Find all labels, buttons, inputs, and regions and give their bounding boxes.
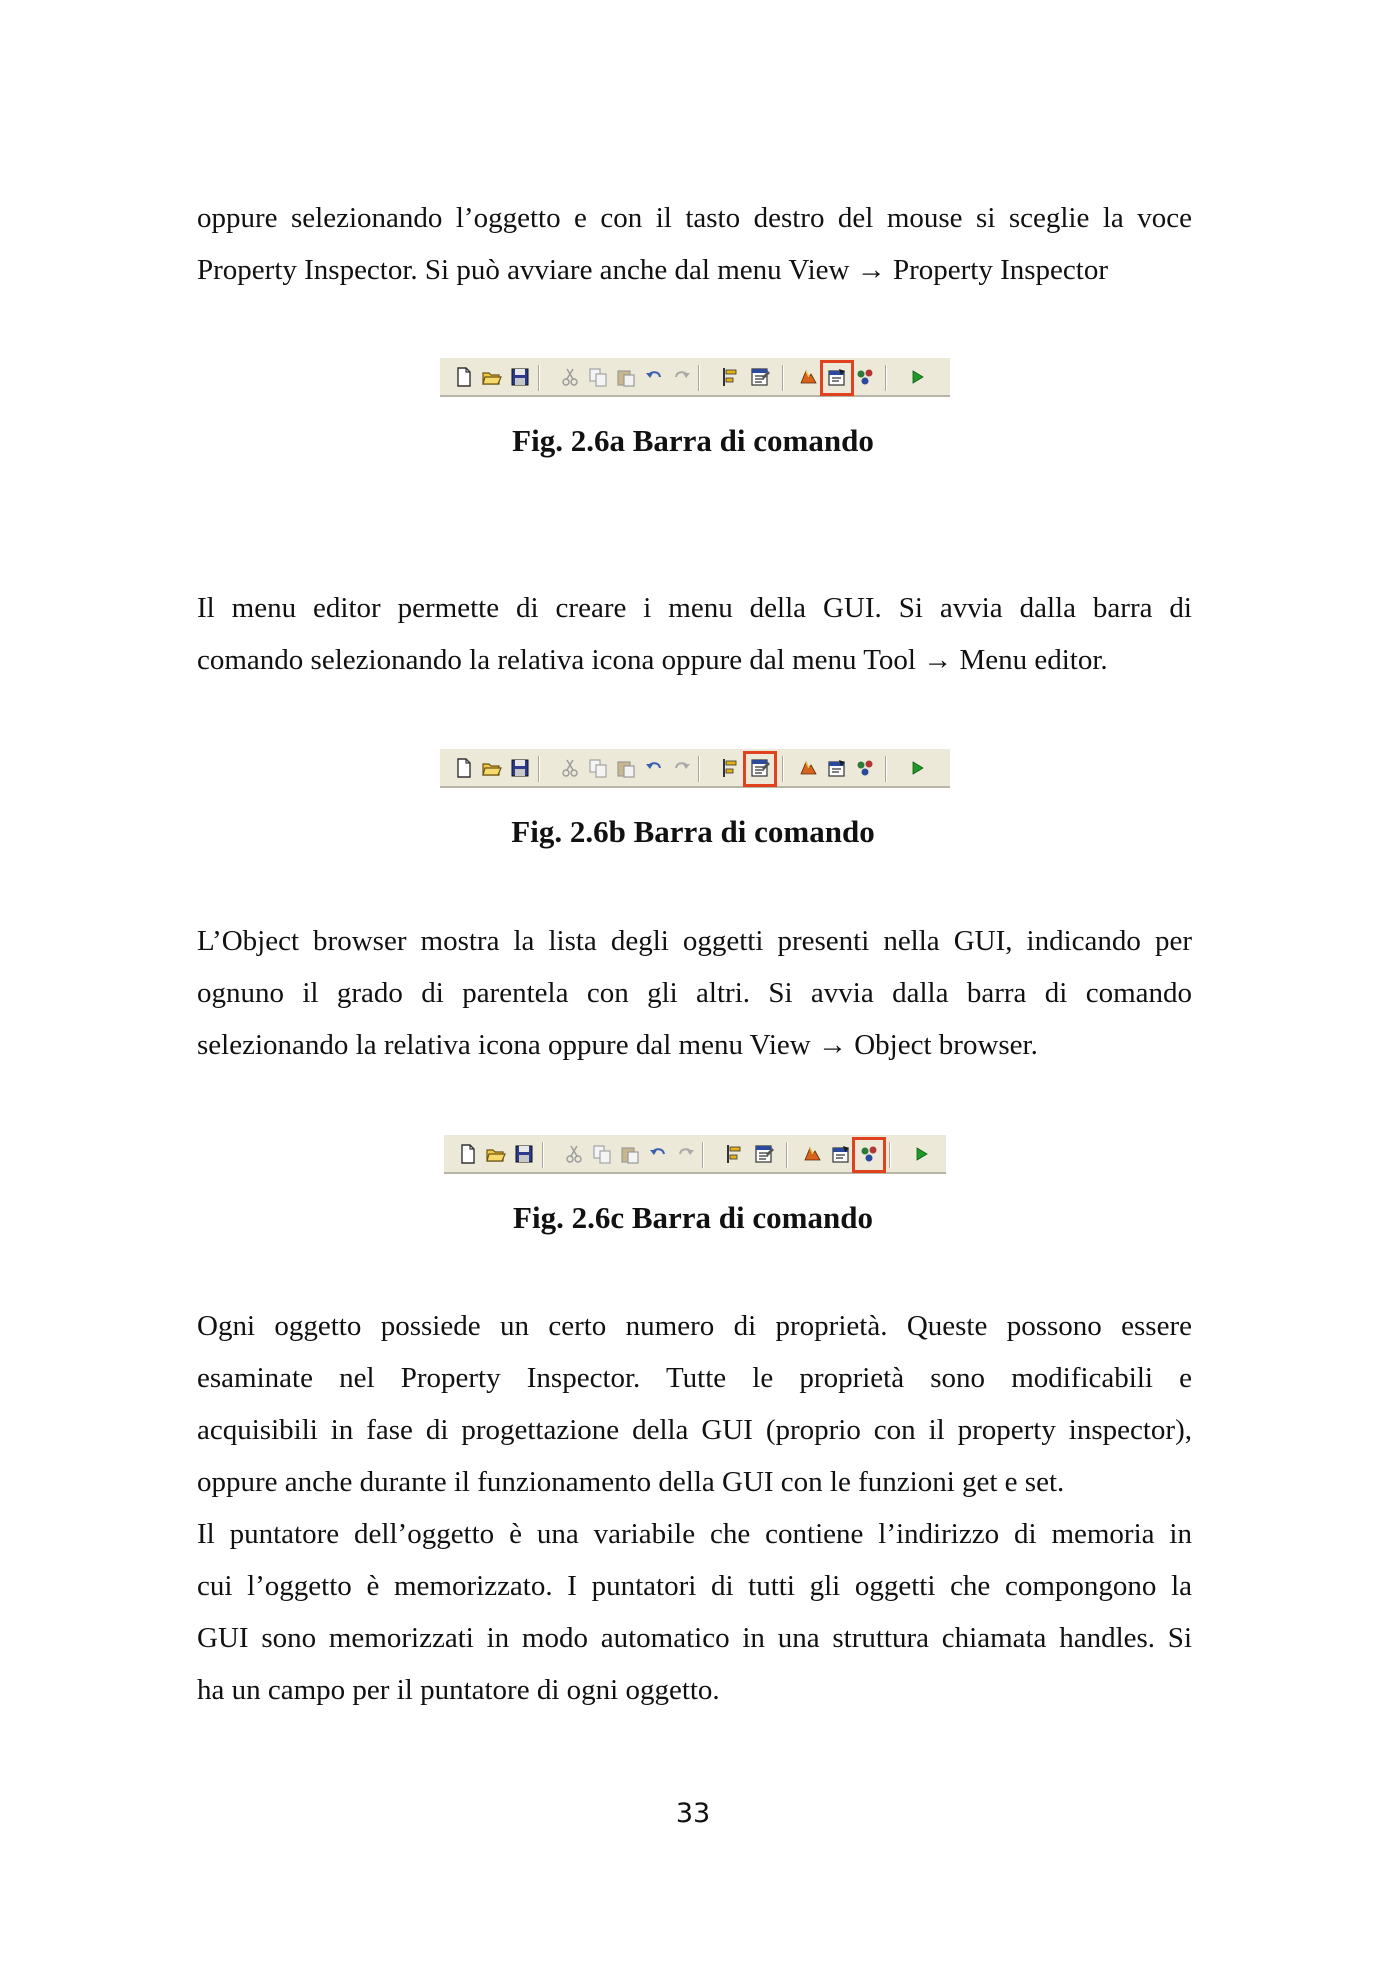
save-icon (508, 756, 532, 780)
text-line: comando selezionando la relativa icona oppure dal menu Tool → Menu editor. (197, 644, 1108, 676)
text-line: oppure selezionando l’oggetto e con il tasto destro del mouse si sceglie la voce (197, 202, 1192, 234)
text-line: selezionando la relativa icona oppure dal menu View → Object browser. (197, 1029, 1038, 1061)
redo-icon (670, 756, 694, 780)
text-line: esaminate nel Property Inspector. Tutte le proprietà sono modificabili e (197, 1362, 1192, 1394)
toolbar-separator (885, 365, 887, 391)
text-line: GUI sono memorizzati in modo automatico in una struttura chiamata handles. Si (197, 1622, 1192, 1654)
toolbar-separator (889, 1142, 891, 1168)
open-folder-icon (480, 365, 504, 389)
redo-icon (670, 365, 694, 389)
new-file-icon (456, 1142, 480, 1166)
text-line: Ogni oggetto possiede un certo numero di proprietà. Queste possono essere (197, 1310, 1192, 1342)
toolbar-separator (538, 756, 540, 782)
figure-caption-c: Fig. 2.6c Barra di comando (513, 1200, 873, 1235)
toolbar-figure-c (444, 1134, 946, 1174)
run-icon (905, 756, 929, 780)
toolbar-separator (698, 756, 700, 782)
paragraph-1 (197, 192, 1192, 296)
highlight-box (820, 360, 854, 396)
text-line: L’Object browser mostra la lista degli oggetti presenti nella GUI, indicando per (197, 925, 1192, 957)
property-inspector-icon (829, 1142, 853, 1166)
mfile-editor-icon (797, 756, 821, 780)
toolbar-figure-b (440, 748, 950, 788)
text-line: Il puntatore dell’oggetto è una variabile che contiene l’indirizzo di memoria in (197, 1518, 1192, 1550)
toolbar-separator (782, 756, 784, 782)
undo-icon (642, 365, 666, 389)
object-browser-icon (853, 756, 877, 780)
new-file-icon (452, 365, 476, 389)
redo-icon (674, 1142, 698, 1166)
toolbar-separator (702, 1142, 704, 1168)
paste-icon (614, 365, 638, 389)
highlight-box (743, 751, 777, 787)
text-line: acquisibili in fase di progettazione della GUI (proprio con il property inspector), (197, 1414, 1192, 1446)
toolbar-separator (885, 756, 887, 782)
text-line: Property Inspector. Si può avviare anche dal menu View → Property Inspector (197, 254, 1108, 286)
toolbar-separator (542, 1142, 544, 1168)
undo-icon (642, 756, 666, 780)
text-line: oppure anche durante il funzionamento della GUI con le funzioni get e set. (197, 1466, 1065, 1498)
align-objects-icon (722, 1142, 746, 1166)
save-icon (512, 1142, 536, 1166)
toolbar-separator (782, 365, 784, 391)
paragraph-4 (197, 1300, 1192, 1716)
new-file-icon (452, 756, 476, 780)
run-icon (909, 1142, 933, 1166)
page-number: 33 (675, 1798, 711, 1829)
object-browser-icon (853, 365, 877, 389)
run-icon (905, 365, 929, 389)
copy-icon (586, 365, 610, 389)
menu-editor-icon (748, 365, 772, 389)
paste-icon (618, 1142, 642, 1166)
undo-icon (646, 1142, 670, 1166)
text-line: cui l’oggetto è memorizzato. I puntatori di tutti gli oggetti che compongono la (197, 1570, 1192, 1602)
cut-icon (558, 756, 582, 780)
figure-caption-a: Fig. 2.6a Barra di comando (512, 423, 874, 458)
toolbar-figure-a (440, 357, 950, 397)
figure-caption-b: Fig. 2.6b Barra di comando (511, 814, 875, 849)
cut-icon (562, 1142, 586, 1166)
text-line: ognuno il grado di parentela con gli altri. Si avvia dalla barra di comando (197, 977, 1192, 1009)
align-objects-icon (718, 365, 742, 389)
copy-icon (590, 1142, 614, 1166)
text-line: Il menu editor permette di creare i menu della GUI. Si avvia dalla barra di (197, 592, 1192, 624)
text-line: ha un campo per il puntatore di ogni oggetto. (197, 1674, 720, 1706)
menu-editor-icon (752, 1142, 776, 1166)
mfile-editor-icon (801, 1142, 825, 1166)
save-icon (508, 365, 532, 389)
paragraph-3 (197, 915, 1192, 1071)
align-objects-icon (718, 756, 742, 780)
open-folder-icon (484, 1142, 508, 1166)
copy-icon (586, 756, 610, 780)
property-inspector-icon (825, 756, 849, 780)
paragraph-2 (197, 582, 1192, 686)
mfile-editor-icon (797, 365, 821, 389)
paste-icon (614, 756, 638, 780)
highlight-box (852, 1137, 886, 1173)
toolbar-separator (698, 365, 700, 391)
toolbar-separator (538, 365, 540, 391)
cut-icon (558, 365, 582, 389)
toolbar-separator (786, 1142, 788, 1168)
open-folder-icon (480, 756, 504, 780)
